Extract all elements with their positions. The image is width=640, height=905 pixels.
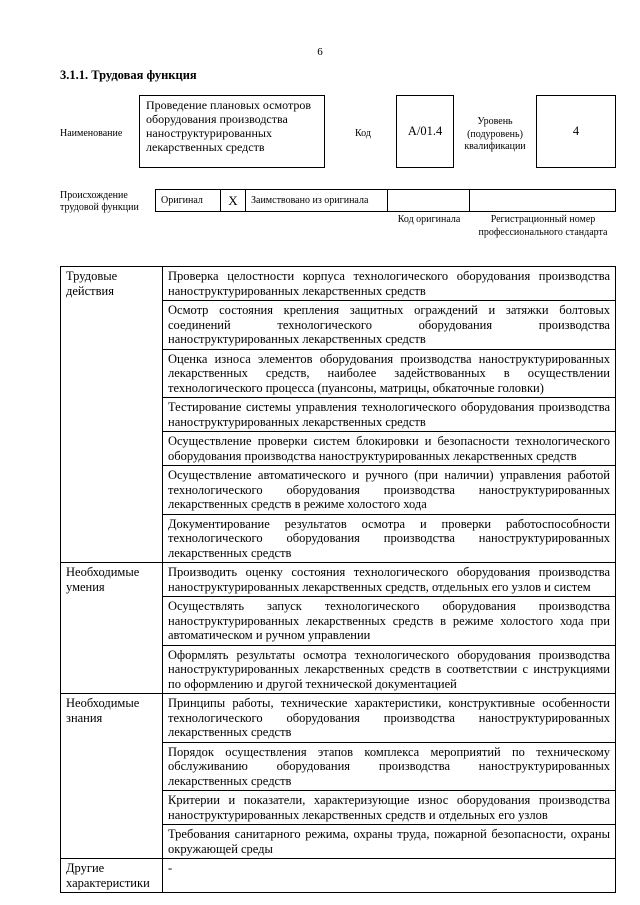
- section-title: Необходимые знания: [61, 694, 163, 859]
- section-item: Осмотр состояния крепления защитных ограждений и затяжки болтовых соединений технологического оборудования производства наноструктурированных лекарственных средств: [163, 301, 616, 350]
- section-item: Требования санитарного режима, охраны труда, пожарной безопасности, охраны окружающей среды: [163, 825, 616, 859]
- section-heading: 3.1.1. Трудовая функция: [60, 68, 197, 82]
- table-row: [61, 859, 616, 893]
- origin-label: Происхождение трудовой функции: [60, 190, 139, 213]
- section-item: Порядок осуществления этапов комплекса мероприятий по техническому обслуживанию оборудования производства наноструктурированных лекарственных средств: [163, 742, 616, 791]
- section-item: Критерии и показатели, характеризующие износ оборудования производства наноструктурированных лекарственных средств и отдельных его узлов: [163, 791, 616, 825]
- section-title: Трудовые действия: [61, 267, 163, 563]
- page-number: 6: [317, 46, 323, 58]
- section-item: Оценка износа элементов оборудования производства наноструктурированных лекарственных средств, наиболее задействованных в осуществлении технологического процесса (пуансоны, матрицы, обкаточные головки): [163, 349, 616, 398]
- origin-code-cell: [387, 190, 469, 211]
- section-item: -: [163, 859, 616, 893]
- section-item: Проверка целостности корпуса технологического оборудования производства наноструктурированных лекарственных средств: [163, 267, 616, 301]
- origin-row: [155, 189, 616, 212]
- section-item: Производить оценку состояния технологического оборудования производства наноструктурированных лекарственных средств, отдельных его узлов и систем: [163, 563, 616, 597]
- section-title: Необходимые умения: [61, 563, 163, 694]
- section-item: Осуществлять запуск технологического оборудования производства наноструктурированных лекарственных средств в режиме холостого хода при автоматическом и ручном управлении: [163, 597, 616, 646]
- section-item: Осуществление проверки систем блокировки и безопасности технологического оборудования производства наноструктурированных лекарственных средств: [163, 432, 616, 466]
- section-item: Оформлять результаты осмотра технологического оборудования производства наноструктурированных лекарственных средств в соответствии с инструкциями по оформлению и другой технической документацией: [163, 645, 616, 694]
- section-item: Принципы работы, технические характеристики, конструктивные особенности технологического оборудования производства наноструктурированных лекарственных средств: [163, 694, 616, 743]
- section-item: Тестирование системы управления технологического оборудования производства наноструктурированных лекарственных средств: [163, 398, 616, 432]
- table-row: [61, 694, 616, 743]
- origin-original-cell: Оригинал: [155, 190, 220, 211]
- section-item: Документирование результатов осмотра и проверки работоспособности технологического оборудования производства наноструктурированных лекарственных средств: [163, 514, 616, 563]
- code-label: Код: [355, 128, 371, 139]
- table-row: [61, 267, 616, 301]
- table-row: [61, 563, 616, 597]
- code-original-label: Код оригинала: [397, 214, 461, 225]
- labor-function-table: [60, 266, 616, 893]
- level-label: Уровень (подуровень) квалификации: [464, 116, 526, 152]
- level-value-box: 4: [536, 95, 616, 168]
- section-title: Другие характеристики: [61, 859, 163, 893]
- origin-borrowed-cell: Заимствовано из оригинала: [245, 190, 387, 211]
- section-item: Осуществление автоматического и ручного (при наличии) управления работой технологического оборудования производства наноструктурированных лекарственных средств в режиме холостого хода: [163, 466, 616, 515]
- code-value-box: А/01.4: [396, 95, 454, 168]
- function-name-box: Проведение плановых осмотров оборудования производства наноструктурированных лекарственных средств: [139, 95, 325, 168]
- reg-number-label: Регистрационный номер профессионального стандарта: [478, 214, 608, 238]
- origin-mark-cell: X: [220, 190, 245, 211]
- name-label: Наименование: [60, 128, 123, 139]
- origin-regnum-cell: [469, 190, 616, 211]
